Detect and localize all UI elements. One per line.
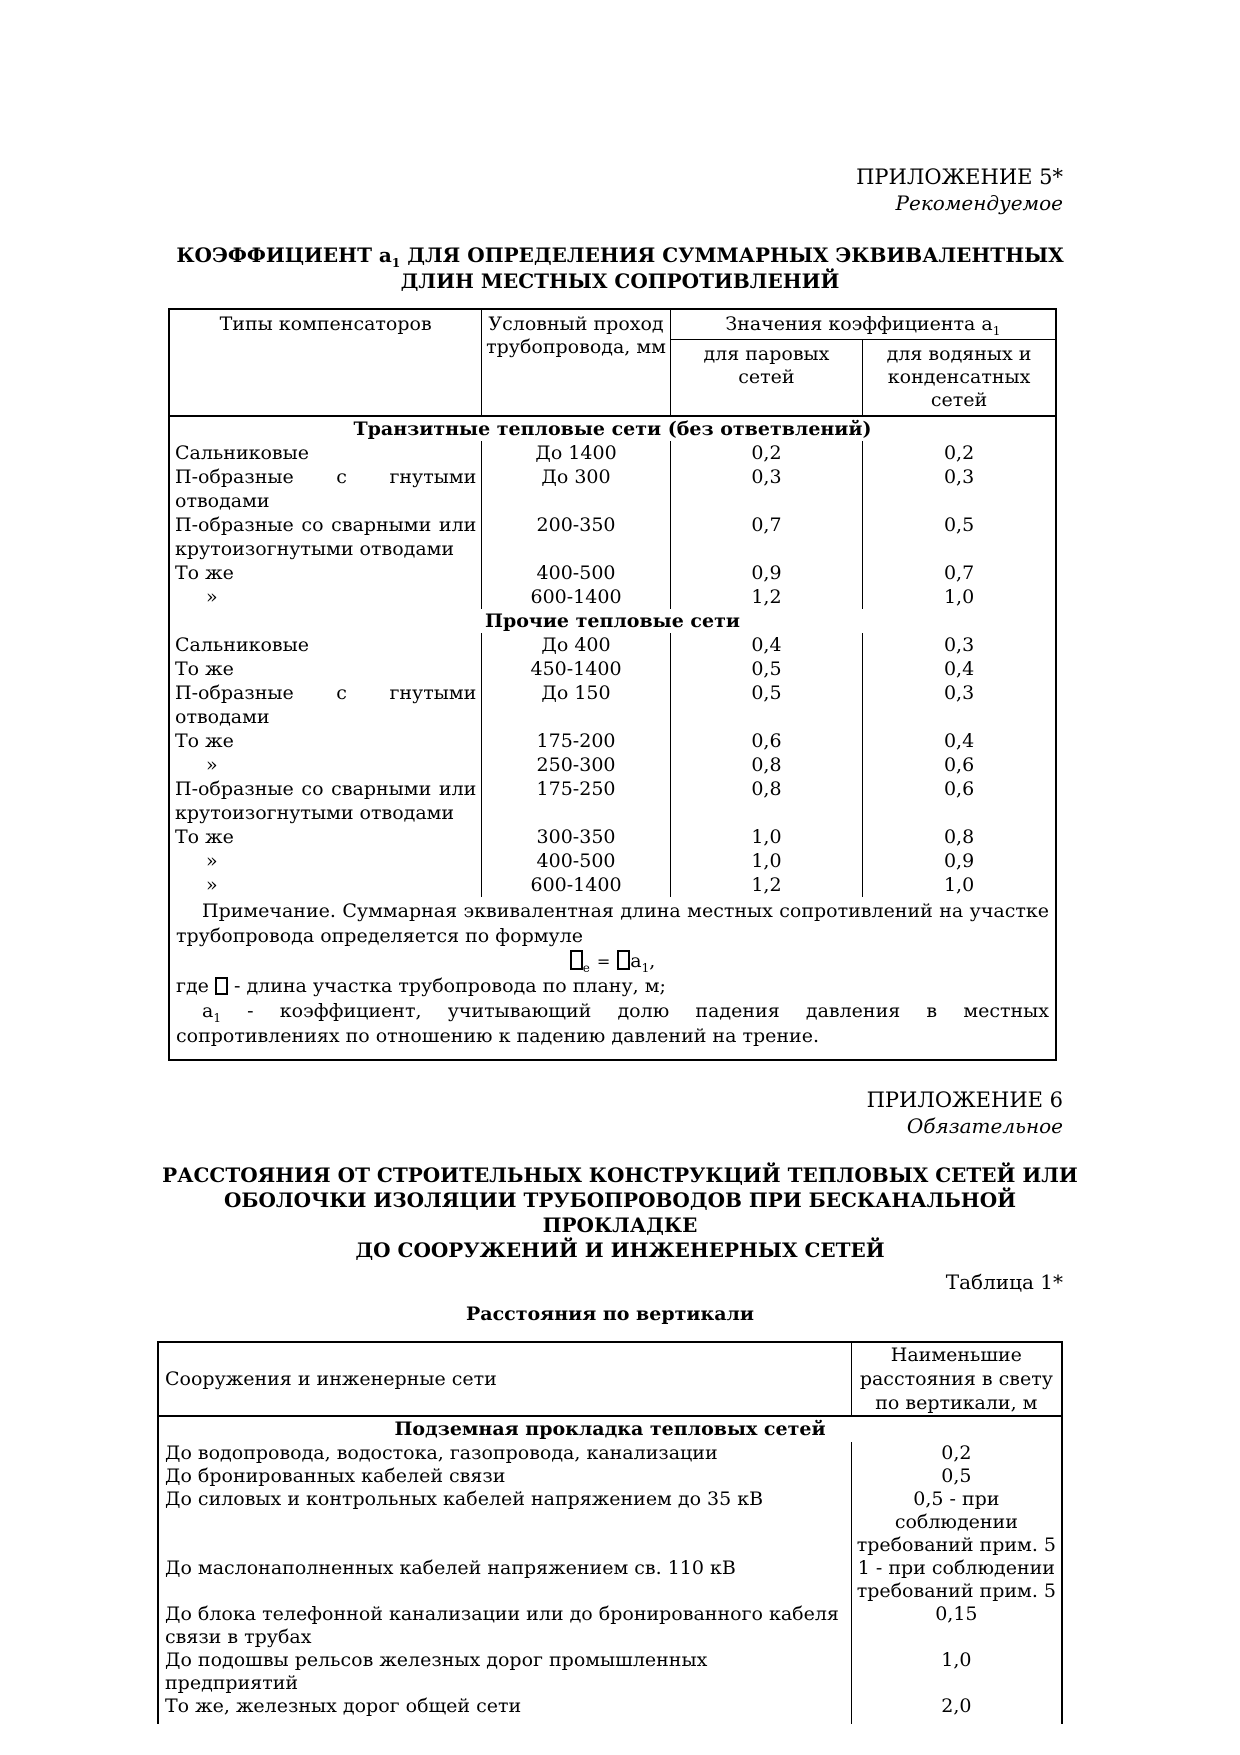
- note-a1-definition: [176, 999, 1049, 1049]
- cell-dn: 175-250: [482, 777, 670, 825]
- cell-dn: 600-1400: [482, 585, 670, 609]
- header-steam-networks: для паровых сетей: [670, 340, 862, 417]
- cell-dn: 300-350: [482, 825, 670, 849]
- cell-dn: До 300: [482, 465, 670, 513]
- section-title: Прочие тепловые сети: [485, 610, 740, 632]
- appendix5-heading: [0, 0, 1063, 216]
- cell-water: 1,0: [943, 586, 975, 608]
- cell-dn: До 150: [482, 681, 670, 729]
- cell-steam: 0,9: [670, 561, 862, 585]
- cell-steam: 0,4: [670, 633, 862, 657]
- appendix5-title-line1-post: ДЛЯ ОПРЕДЕЛЕНИЯ СУММАРНЫХ ЭКВИВАЛЕНТНЫХ: [400, 243, 1064, 267]
- cell-water: 0,3: [943, 634, 975, 656]
- cell-distance: 0,2: [941, 1442, 972, 1464]
- formula-sub-e: e: [582, 960, 590, 975]
- cell-dn: 400-500: [482, 561, 670, 585]
- cell-name: То же: [170, 729, 482, 753]
- note-where-line: [176, 974, 1049, 999]
- cell-dn: 400-500: [482, 849, 670, 873]
- note-where-text: - длина участка трубопровода по плану, м;: [234, 975, 666, 997]
- cell-name: П-образные со сварными или крутоизогнутыми отводами: [170, 513, 482, 561]
- missing-glyph-box: [570, 950, 583, 970]
- cell-name: То же: [170, 825, 482, 849]
- table-row: [170, 825, 1055, 849]
- cell-dn: 450-1400: [482, 657, 670, 681]
- formula: [176, 949, 1049, 974]
- note-text: Примечание. Суммарная эквивалентная длина местных сопротивлений на участке трубопровода определяется по формуле: [176, 900, 1049, 947]
- appendix5-label: ПРИЛОЖЕНИЕ 5*: [856, 165, 1063, 189]
- appendix6-kind: Обязательное: [906, 1114, 1063, 1138]
- cell-name: То же: [170, 561, 482, 585]
- cell-dn: До 400: [482, 633, 670, 657]
- distances-table: [157, 1341, 1063, 1724]
- cell-water: 0,6: [943, 754, 975, 776]
- note-a1-var: а: [202, 1000, 214, 1022]
- cell-name: »: [170, 873, 482, 897]
- cell-name: Сальниковые: [170, 633, 482, 657]
- cell-dn: 250-300: [482, 753, 670, 777]
- table-row: [158, 1488, 1062, 1557]
- appendix5-kind: Рекомендуемое: [895, 191, 1063, 215]
- cell-structure: До маслонаполненных кабелей напряжением св. 110 кВ: [158, 1557, 851, 1603]
- header-coefficient-values-sub: 1: [992, 323, 1001, 338]
- cell-water: 0,2: [943, 442, 975, 464]
- vertical-distances-subtitle: Расстояния по вертикали: [465, 1303, 755, 1325]
- cell-steam: 0,6: [670, 729, 862, 753]
- cell-water: 0,4: [943, 730, 975, 752]
- note-a1-text: - коэффициент, учитывающий долю падения давления в местных сопротивлениях по отношению к падению давлений на трение.: [176, 1000, 1049, 1047]
- cell-water: 0,8: [943, 826, 975, 848]
- appendix6-title-line1: РАССТОЯНИЯ ОТ СТРОИТЕЛЬНЫХ КОНСТРУКЦИЙ ТЕПЛОВЫХ СЕТЕЙ ИЛИ: [162, 1163, 1078, 1187]
- cell-dn: 200-350: [482, 513, 670, 561]
- appendix6-title: [150, 1163, 1090, 1263]
- table-label: Таблица 1*: [945, 1270, 1063, 1294]
- table-row: [170, 849, 1055, 873]
- cell-distance: 2,0: [941, 1695, 972, 1717]
- table-row: [170, 585, 1055, 609]
- cell-steam: 0,5: [670, 681, 862, 729]
- cell-structure: До блока телефонной канализации или до бронированного кабеля связи в трубах: [158, 1603, 851, 1649]
- cell-water: 1,0: [943, 874, 975, 896]
- cell-distance: 0,5 - при соблюдении требований прим. 5: [856, 1488, 1056, 1556]
- cell-water: 0,4: [943, 658, 975, 680]
- table-row: [158, 1557, 1062, 1603]
- cell-name: Сальниковые: [170, 441, 482, 465]
- table-row: [170, 513, 1055, 561]
- appendix5-title: [150, 242, 1090, 294]
- table-row: [170, 777, 1055, 825]
- cell-structure: До водопровода, водостока, газопровода, канализации: [158, 1442, 851, 1465]
- formula-equals: =: [596, 952, 611, 971]
- table-row: [170, 873, 1055, 897]
- cell-water: 0,3: [943, 682, 975, 704]
- appendix5-title-line2: ДЛИН МЕСТНЫХ СОПРОТИВЛЕНИЙ: [400, 269, 840, 293]
- cell-steam: 1,2: [670, 585, 862, 609]
- cell-name: »: [170, 585, 482, 609]
- appendix5-title-line1-pre: КОЭФФИЦИЕНТ а: [176, 243, 392, 267]
- table-row: [170, 465, 1055, 513]
- cell-name: П-образные с гнутыми отводами: [170, 681, 482, 729]
- table-row: [170, 561, 1055, 585]
- header-types: Типы компенсаторов: [170, 310, 482, 416]
- header-coefficient-values: [670, 310, 1055, 340]
- appendix6-label: ПРИЛОЖЕНИЕ 6: [866, 1088, 1063, 1112]
- appendix6-title-line3: ДО СООРУЖЕНИЙ И ИНЖЕНЕРНЫХ СЕТЕЙ: [355, 1238, 885, 1262]
- cell-steam: 0,3: [670, 465, 862, 513]
- cell-structure: То же, железных дорог общей сети: [158, 1695, 851, 1724]
- missing-glyph-box: [215, 977, 228, 995]
- cell-name: П-образные со сварными или крутоизогнутыми отводами: [170, 777, 482, 825]
- cell-distance: 1,0: [941, 1649, 972, 1671]
- cell-distance: 0,5: [941, 1465, 972, 1487]
- table-row: [170, 657, 1055, 681]
- cell-water: 0,7: [943, 562, 975, 584]
- appendix6-title-line2: ОБОЛОЧКИ ИЗОЛЯЦИИ ТРУБОПРОВОДОВ ПРИ БЕСКАНАЛЬНОЙ ПРОКЛАДКЕ: [223, 1188, 1017, 1237]
- cell-distance: 1 - при соблюдении требований прим. 5: [856, 1557, 1056, 1602]
- table-row: [170, 681, 1055, 729]
- cell-dn: 600-1400: [482, 873, 670, 897]
- header-dn: Условный проход трубопровода, мм: [482, 310, 670, 416]
- cell-water: 0,9: [943, 850, 975, 872]
- section-underground-laying: [158, 1416, 1062, 1442]
- note-a1-sub: 1: [213, 1010, 221, 1025]
- table-row: [158, 1465, 1062, 1488]
- cell-steam: 0,8: [670, 753, 862, 777]
- cell-name: »: [170, 849, 482, 873]
- header-coefficient-values-text: Значения коэффициента а: [725, 313, 993, 335]
- formula-sub-1: 1: [641, 960, 650, 975]
- cell-steam: 0,8: [670, 777, 862, 825]
- cell-steam: 1,0: [670, 849, 862, 873]
- cell-structure: До подошвы рельсов железных дорог промышленных предприятий: [158, 1649, 851, 1695]
- cell-name: То же: [170, 657, 482, 681]
- note-where-word: где: [176, 975, 209, 997]
- header-water-networks: для водяных и конденсатных сетей: [886, 343, 1032, 411]
- table-row: [170, 441, 1055, 465]
- table-note: [170, 897, 1055, 1059]
- table-row: [170, 753, 1055, 777]
- cell-steam: 1,2: [670, 873, 862, 897]
- cell-structure: До силовых и контрольных кабелей напряжением до 35 кВ: [158, 1488, 851, 1557]
- header-min-distance: Наименьшие расстояния в свету по вертикали, м: [851, 1342, 1062, 1416]
- section-title: Транзитные тепловые сети (без ответвлений): [170, 416, 1055, 441]
- formula-comma: ,: [649, 950, 656, 972]
- cell-dn: До 1400: [482, 441, 670, 465]
- cell-steam: 0,2: [670, 441, 862, 465]
- cell-steam: 0,7: [670, 513, 862, 561]
- table-row: [170, 633, 1055, 657]
- compensator-table: [170, 310, 1055, 897]
- compensator-table-header: [170, 310, 1055, 416]
- section-title: Подземная прокладка тепловых сетей: [394, 1418, 826, 1440]
- cell-water: 0,3: [943, 466, 975, 488]
- cell-water: 0,6: [943, 778, 975, 800]
- cell-water: 0,5: [943, 514, 975, 536]
- distances-table-header: [158, 1342, 1062, 1416]
- cell-steam: 0,5: [670, 657, 862, 681]
- cell-structure: До бронированных кабелей связи: [158, 1465, 851, 1488]
- compensator-table-box: [168, 308, 1057, 1061]
- table-row: [158, 1649, 1062, 1695]
- cell-name: П-образные с гнутыми отводами: [170, 465, 482, 513]
- appendix6-heading: [0, 1087, 1063, 1139]
- cell-distance: 0,15: [935, 1603, 978, 1625]
- cell-steam: 1,0: [670, 825, 862, 849]
- missing-glyph-box: [617, 950, 630, 970]
- cell-dn: 175-200: [482, 729, 670, 753]
- table-row: [158, 1603, 1062, 1649]
- section-transit-networks: [170, 416, 1055, 441]
- table-row: [158, 1695, 1062, 1724]
- header-structures: Сооружения и инженерные сети: [158, 1342, 851, 1416]
- cell-name: »: [170, 753, 482, 777]
- appendix5-title-sub: 1: [391, 256, 401, 270]
- formula-var-a: а: [630, 950, 642, 972]
- table-row: [170, 729, 1055, 753]
- table-row: [158, 1442, 1062, 1465]
- section-other-networks: [170, 609, 1055, 633]
